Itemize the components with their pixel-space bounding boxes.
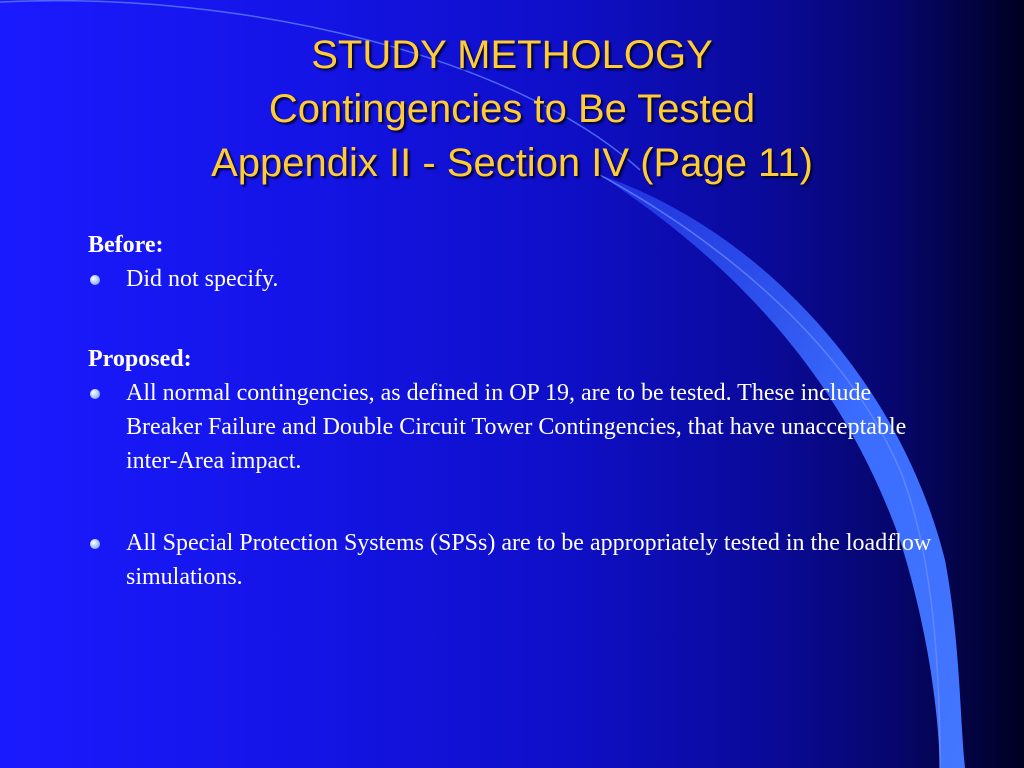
- bullet-dot-icon: [90, 539, 100, 549]
- title-line-3: Appendix II - Section IV (Page 11): [211, 141, 813, 185]
- bullet-item: [88, 376, 938, 478]
- slide-body: [88, 228, 938, 594]
- bullet-text: Did not specify.: [126, 266, 279, 292]
- section-heading-before: Before:: [88, 232, 164, 258]
- bullet-item: [88, 526, 938, 594]
- slide-title: [0, 28, 1024, 190]
- bullet-item: [88, 262, 938, 296]
- section-heading-proposed: Proposed:: [88, 346, 192, 372]
- title-line-2: Contingencies to Be Tested: [268, 87, 756, 131]
- bullet-dot-icon: [90, 275, 100, 285]
- bullet-text: All normal contingencies, as defined in OP 19, are to be tested. These include Breaker Failure and Double Circuit Tower Contingencies, that have unacceptable inter-Area impact.: [126, 380, 907, 474]
- bullet-text: All Special Protection Systems (SPSs) are to be appropriately tested in the loadflow simulations.: [126, 530, 932, 590]
- title-line-1: STUDY METHOLOGY: [311, 33, 713, 77]
- bullet-dot-icon: [90, 389, 100, 399]
